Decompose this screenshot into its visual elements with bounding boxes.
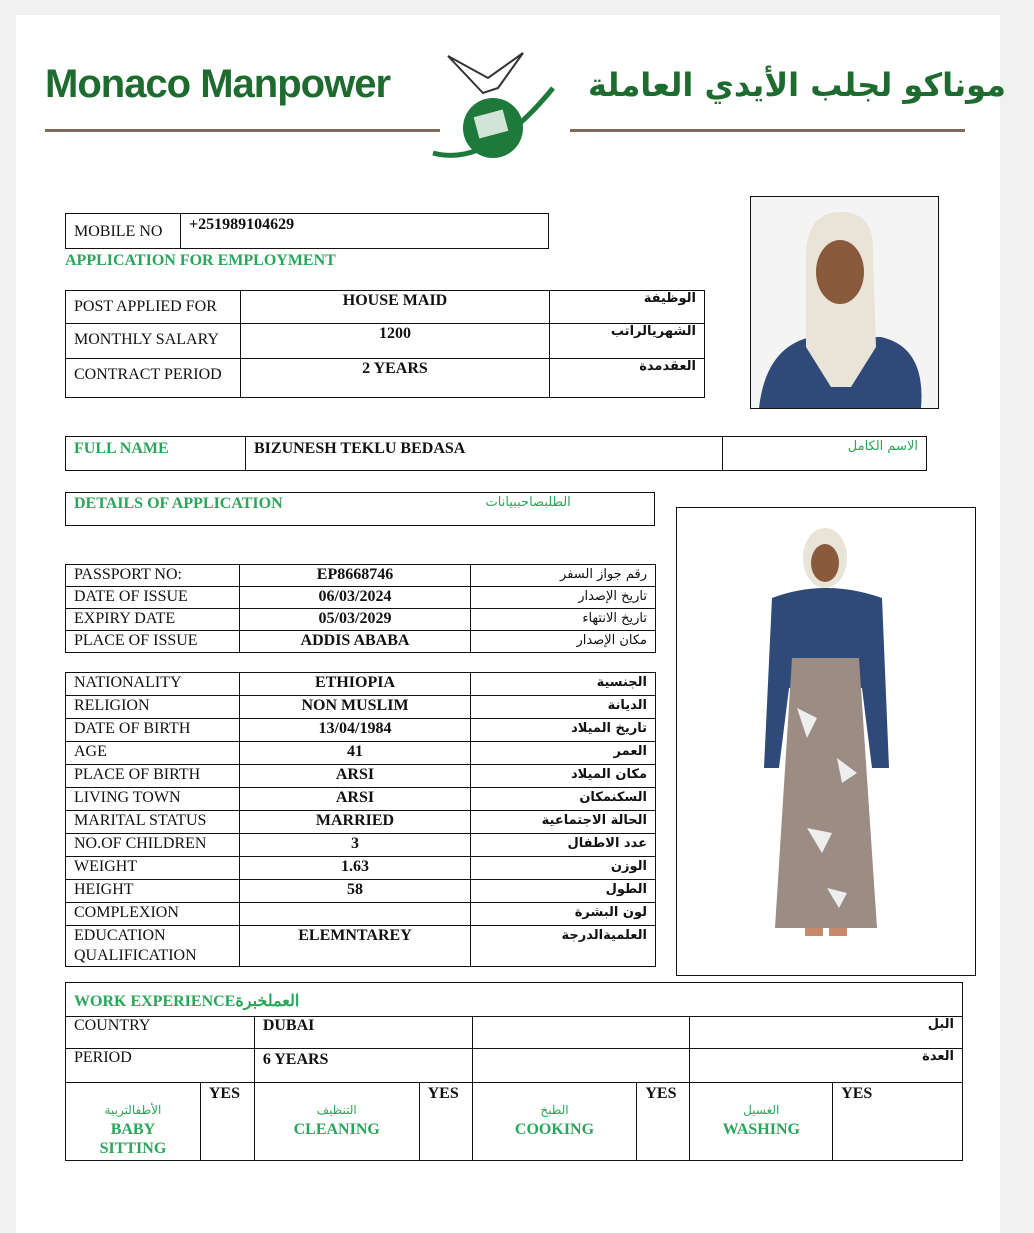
table-row [66, 903, 656, 926]
field-value: 41 [240, 742, 471, 765]
period-label-ar: العدة [690, 1049, 963, 1083]
portrait-image-icon [751, 197, 938, 408]
field-label: POST APPLIED FOR [66, 291, 241, 324]
field-label: AGE [66, 742, 240, 765]
full-body-photo [676, 507, 976, 976]
skill-value: YES [833, 1083, 963, 1161]
field-label-ar: تاريخ الإصدار [471, 587, 656, 609]
field-value: ARSI [240, 765, 471, 788]
table-row [66, 565, 656, 587]
header-rule-left [45, 129, 440, 132]
field-label: NO.OF CHILDREN [66, 834, 240, 857]
skill-cleaning [254, 1083, 419, 1161]
full-body-image-icon [677, 508, 975, 975]
field-label: LIVING TOWN [66, 788, 240, 811]
field-label-ar: تاريخ الميلاد [471, 719, 656, 742]
field-value: EP8668746 [240, 565, 471, 587]
table-row [66, 324, 705, 359]
full-name-table [65, 436, 927, 471]
header-rule-right [570, 129, 965, 132]
country-value: DUBAI [254, 1017, 472, 1049]
period-value: 6 YEARS [254, 1049, 472, 1083]
skill-label-ar: الأطفالتربية [104, 1103, 162, 1117]
portrait-photo [750, 196, 939, 409]
skill-label-ar: الطبخ [540, 1103, 569, 1117]
field-label-ar: الجنسية [471, 673, 656, 696]
field-label-ar: مكان الإصدار [471, 631, 656, 653]
field-label: DATE OF ISSUE [66, 587, 240, 609]
details-label: DETAILS OF APPLICATION [74, 495, 283, 512]
skill-label-en: COOKING [514, 1121, 595, 1138]
table-row [66, 673, 656, 696]
company-logo-icon [428, 48, 558, 160]
work-experience-table [65, 982, 963, 1161]
table-row [66, 811, 656, 834]
table-row [66, 631, 656, 653]
skill-label-en: WASHING [722, 1121, 800, 1138]
field-label-ar: الطول [471, 880, 656, 903]
table-row [66, 587, 656, 609]
passport-table [65, 564, 656, 653]
field-label-ar: العمر [471, 742, 656, 765]
table-row [66, 609, 656, 631]
skill-value: YES [419, 1083, 472, 1161]
field-value: 58 [240, 880, 471, 903]
field-label: MONTHLY SALARY [66, 324, 241, 359]
post-table [65, 290, 705, 398]
mobile-table [65, 213, 549, 249]
skill-cooking [472, 1083, 637, 1161]
period-label: PERIOD [66, 1049, 255, 1083]
field-label: PLACE OF ISSUE [66, 631, 240, 653]
field-value: 2 YEARS [241, 359, 550, 398]
skill-label-en: CLEANING [293, 1121, 380, 1138]
full-name-value: BIZUNESH TEKLU BEDASA [246, 437, 723, 471]
field-value: ARSI [240, 788, 471, 811]
field-value: ELEMNTAREY [240, 926, 471, 967]
table-row [66, 857, 656, 880]
field-label: HEIGHT [66, 880, 240, 903]
table-row [66, 880, 656, 903]
country-label-ar: البل [690, 1017, 963, 1049]
field-label-ar: الوظيفة [550, 291, 705, 324]
mobile-label: MOBILE NO [66, 214, 181, 249]
field-value: ADDIS ABABA [240, 631, 471, 653]
field-label: EDUCATION QUALIFICATION [66, 926, 240, 967]
country-label: COUNTRY [66, 1017, 255, 1049]
field-label: EXPIRY DATE [66, 609, 240, 631]
field-value: HOUSE MAID [241, 291, 550, 324]
field-value: 1200 [241, 324, 550, 359]
personal-table [65, 672, 656, 967]
field-label-ar: رقم جواز السفر [471, 565, 656, 587]
field-label: CONTRACT PERIOD [66, 359, 241, 398]
field-label-ar: الديانة [471, 696, 656, 719]
field-label: PASSPORT NO: [66, 565, 240, 587]
skill-label-ar: الغسيل [743, 1103, 780, 1117]
table-row [66, 696, 656, 719]
table-row [66, 291, 705, 324]
field-label-ar: مكان الميلاد [471, 765, 656, 788]
skill-value: YES [637, 1083, 690, 1161]
skill-value: YES [200, 1083, 254, 1161]
field-label-ar: الوزن [471, 857, 656, 880]
field-label-ar: العلميةالدرجة [471, 926, 656, 967]
field-label: NATIONALITY [66, 673, 240, 696]
field-value: 1.63 [240, 857, 471, 880]
table-row [66, 926, 656, 967]
skill-washing [690, 1083, 833, 1161]
application-title: APPLICATION FOR EMPLOYMENT [65, 252, 336, 269]
skill-label-ar: التنظيف [316, 1103, 357, 1117]
field-label-ar: لون البشرة [471, 903, 656, 926]
mobile-value: +251989104629 [181, 214, 549, 249]
field-label: MARITAL STATUS [66, 811, 240, 834]
field-label-ar: تاريخ الانتهاء [471, 609, 656, 631]
full-name-label: FULL NAME [66, 437, 246, 471]
table-row [66, 765, 656, 788]
skill-label-en: BABY SITTING [99, 1121, 167, 1157]
table-row [66, 788, 656, 811]
field-value: MARRIED [240, 811, 471, 834]
details-label-ar: الطلبصاحببيانات [485, 494, 571, 510]
work-title: WORK EXPERIENCEالعملخبرة [66, 983, 963, 1017]
brand-name-en: Monaco Manpower [45, 62, 391, 106]
field-label: DATE OF BIRTH [66, 719, 240, 742]
field-value [240, 903, 471, 926]
field-label: COMPLEXION [66, 903, 240, 926]
table-row [66, 359, 705, 398]
table-row [66, 719, 656, 742]
field-label-ar: السكنمكان [471, 788, 656, 811]
field-label-ar: العقدمدة [550, 359, 705, 398]
field-label-ar: عدد الاطفال [471, 834, 656, 857]
field-label-ar: الحالة الاجتماعية [471, 811, 656, 834]
field-label-ar: الشهريالراتب [550, 324, 705, 359]
full-name-label-ar: الاسم الكامل [723, 437, 927, 471]
brand-name-ar: موناكو لجلب الأيدي العاملة [588, 66, 1006, 104]
field-value: ETHIOPIA [240, 673, 471, 696]
details-table [65, 492, 655, 526]
table-row [66, 834, 656, 857]
field-value: NON MUSLIM [240, 696, 471, 719]
field-value: 05/03/2029 [240, 609, 471, 631]
field-label: WEIGHT [66, 857, 240, 880]
field-value: 3 [240, 834, 471, 857]
field-label: PLACE OF BIRTH [66, 765, 240, 788]
field-value: 13/04/1984 [240, 719, 471, 742]
field-value: 06/03/2024 [240, 587, 471, 609]
field-label: RELIGION [66, 696, 240, 719]
table-row [66, 742, 656, 765]
skill-baby-sitting [66, 1083, 201, 1161]
